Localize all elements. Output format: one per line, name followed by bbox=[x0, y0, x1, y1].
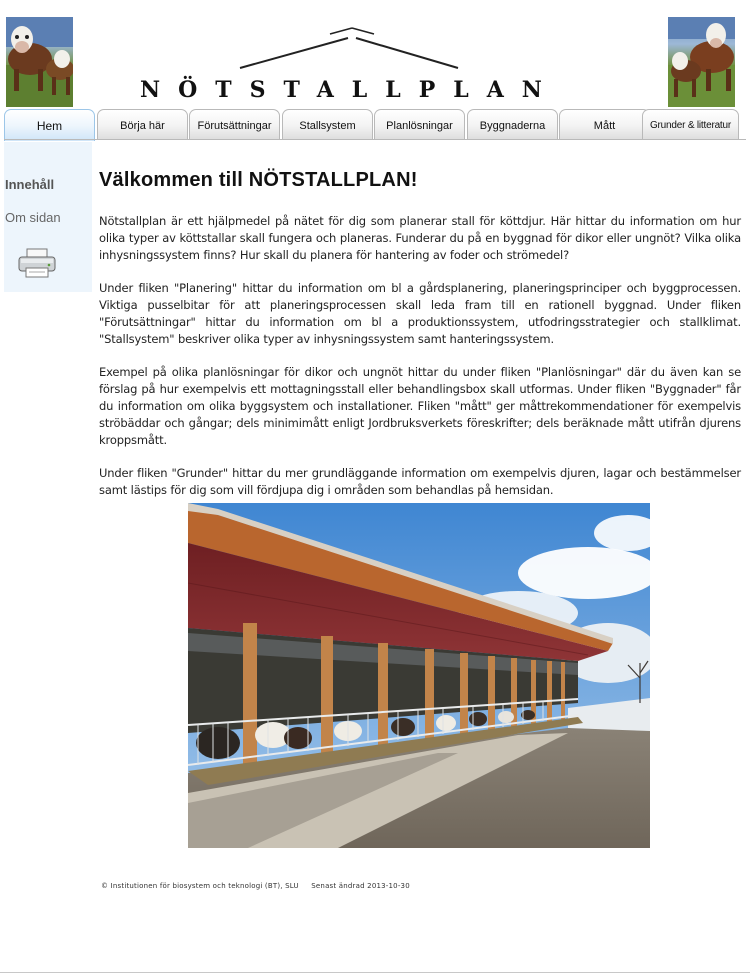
site-logo-text[interactable]: NÖTSTALLPLAN bbox=[140, 77, 560, 103]
tab-stallsystem[interactable]: Stallsystem bbox=[282, 109, 373, 139]
bottom-divider bbox=[0, 972, 750, 973]
printer-icon[interactable] bbox=[17, 248, 57, 278]
tab-borja-har[interactable]: Börja här bbox=[97, 109, 188, 139]
tab-matt[interactable]: Mått bbox=[559, 109, 650, 139]
page-footer bbox=[101, 882, 420, 890]
cows-left-photo bbox=[6, 17, 73, 107]
tab-grunder-litteratur[interactable]: Grunder & litteratur bbox=[642, 109, 739, 139]
roof-logo-icon bbox=[238, 26, 460, 72]
cattle-barn-photo bbox=[188, 503, 650, 848]
intro-paragraph: Nötstallplan är ett hjälpmedel på nätet för dig som planerar stall för köttdjur. Här hittar du information om hur olika typer av köttstallar skall fungera och planeras. Funderar du på en byggnad för dikor eller ungnöt? Vilka olika inhysningssystem finns? Hur skall du planera för hantering av foder och strömedel? bbox=[99, 214, 741, 262]
tab-forutsattningar[interactable]: Förutsättningar bbox=[189, 109, 280, 139]
footer-copyright: © Institutionen för biosystem och teknologi (BT), SLU bbox=[101, 882, 299, 890]
sidebar bbox=[4, 142, 92, 292]
site-header bbox=[0, 0, 750, 110]
planering-paragraph: Under fliken "Planering" hittar du information om bl a gårdsplanering, planeringsprinciper och byggprocessen. Viktiga pusselbitar för att planeringsprocessen skall leda fram till en rationell byggnad. Under fliken "Förutsättningar" hittar du information om bl a produktionssystem, utfodringsstrategier och stallklimat. "Stallsystem" beskriver olika typer av inhysningssystem samt hanteringssystem. bbox=[99, 281, 741, 346]
tab-planlosningar[interactable]: Planlösningar bbox=[374, 109, 465, 139]
cows-right-photo bbox=[668, 17, 735, 107]
page-title: Välkommen till NÖTSTALLPLAN! bbox=[99, 169, 418, 191]
tab-byggnaderna[interactable]: Byggnaderna bbox=[467, 109, 558, 139]
sidebar-heading-innehall[interactable]: Innehåll bbox=[5, 177, 55, 192]
tabs-divider bbox=[4, 139, 746, 140]
sidebar-link-om-sidan[interactable]: Om sidan bbox=[5, 210, 61, 225]
planlosningar-paragraph: Exempel på olika planlösningar för dikor och ungnöt hittar du under fliken "Planlösningar" där du även kan se förslag på hur exempelvis ett mottagningsstall eller behandlingsbox skall utformas. Under fliken "Byggnader" får du information om olika byggsystem och installationer. Fliken "mått" ger måttrekommendationer för exempelvis ströbäddar och gångar; dels minimimått enligt Jordbruksverkets föreskrifter; dels beräknade mått utifrån djurens kroppsmått. bbox=[99, 365, 741, 447]
grunder-paragraph: Under fliken "Grunder" hittar du mer grundläggande information om exempelvis djuren, lagar och bestämmelser samt lästips för dig som vill fördjupa dig i områden som behandlas på hemsidan. bbox=[99, 466, 741, 497]
footer-last-updated: Senast ändrad 2013-10-30 bbox=[311, 882, 410, 890]
main-navigation-tabs bbox=[4, 109, 746, 140]
tab-hem[interactable]: Hem bbox=[4, 109, 95, 141]
main-content bbox=[99, 165, 741, 515]
